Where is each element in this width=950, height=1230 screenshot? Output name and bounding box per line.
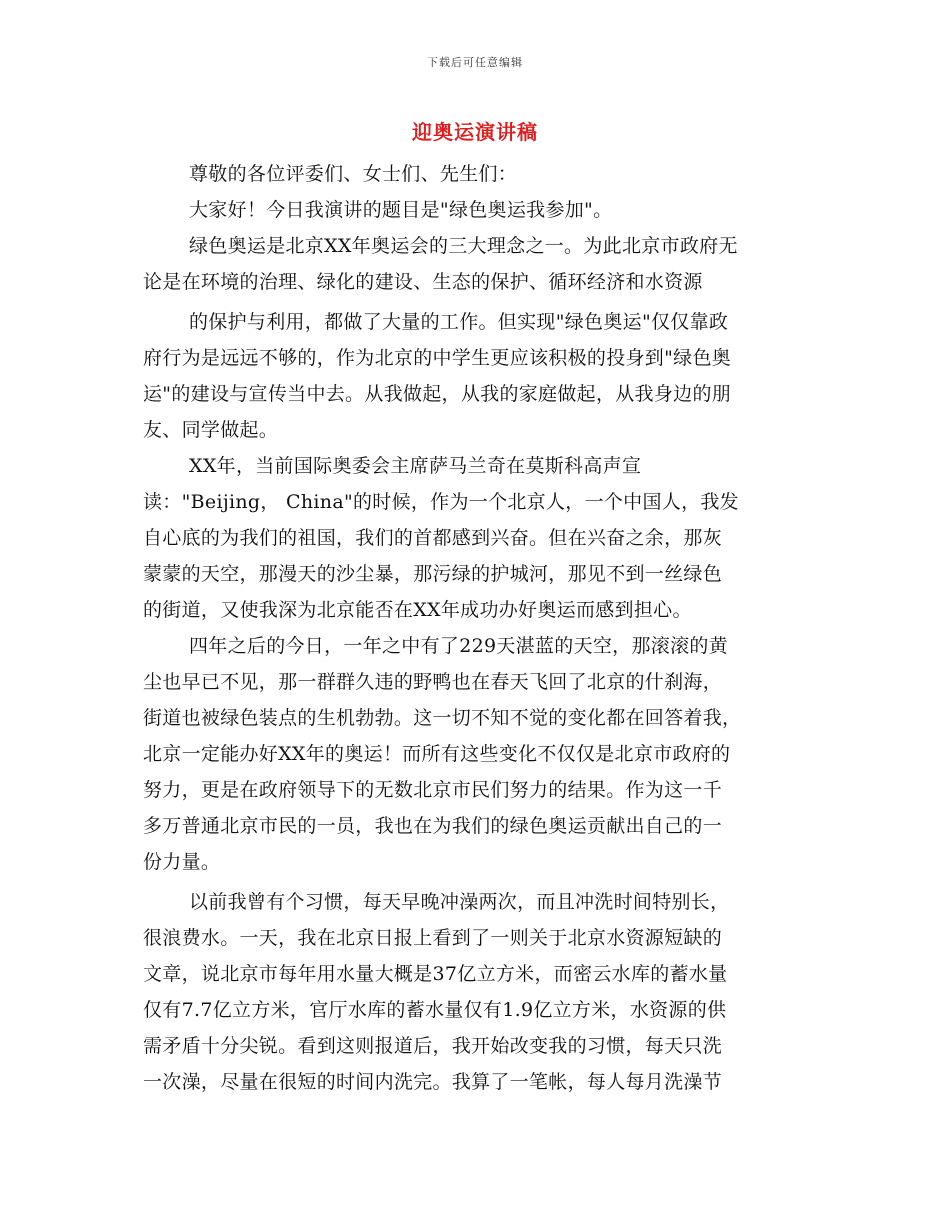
- paragraph-line: 读："Beijing， China"的时候，作为一个北京人，一个中国人，我发: [143, 491, 739, 513]
- document-title: 迎奥运演讲稿: [412, 120, 538, 144]
- paragraph-line: 大家好！今日我演讲的题目是"绿色奥运我参加"。: [189, 199, 613, 221]
- paragraph-line: 的保护与利用，都做了大量的工作。但实现"绿色奥运"仅仅靠政: [189, 311, 729, 333]
- paragraph-line: 运"的建设与宣传当中去。从我做起，从我的家庭做起，从我身边的朋: [143, 383, 732, 405]
- paragraph-line: 多万普通北京市民的一员，我也在为我们的绿色奥运贡献出自己的一: [143, 815, 723, 837]
- paragraph-line: 以前我曾有个习惯，每天早晚冲澡两次，而且冲洗时间特别长，: [189, 891, 730, 913]
- speech-body: [143, 156, 808, 1100]
- paragraph-line: 尊敬的各位评委们、女士们、先生们：: [189, 163, 518, 185]
- paragraph-line: 北京一定能办好XX年的奥运！而所有这些变化不仅仅是北京市政府的: [143, 743, 731, 765]
- paragraph-line: 尘也早已不见，那一群群久违的野鸭也在春天飞回了北京的什刹海，: [143, 671, 723, 693]
- paragraph-line: 一次澡，尽量在很短的时间内洗完。我算了一笔帐，每人每月洗澡节: [143, 1071, 723, 1093]
- paragraph-line: 自心底的为我们的祖国，我们的首都感到兴奋。但在兴奋之余，那灰: [143, 527, 723, 549]
- paragraph-line: 绿色奥运是北京XX年奥运会的三大理念之一。为此北京市政府无: [189, 235, 738, 257]
- paragraph-line: 街道也被绿色装点的生机勃勃。这一切不知不觉的变化都在回答着我，: [143, 707, 742, 729]
- paragraph-line: 的街道，又使我深为北京能否在XX年成功办好奥运而感到担心。: [143, 599, 692, 621]
- paragraph-line: 友、同学做起。: [143, 419, 279, 441]
- paragraph-line: 论是在环境的治理、绿化的建设、生态的保护、循环经济和水资源: [143, 271, 703, 293]
- paragraph-line: 文章，说北京市每年用水量大概是37亿立方米，而密云水库的蓄水量: [143, 963, 728, 985]
- paragraph-line: 仅有7.7亿立方米，官厅水库的蓄水量仅有1.9亿立方米，水资源的供: [143, 999, 727, 1021]
- paragraph-line: 需矛盾十分尖锐。看到这则报道后，我开始改变我的习惯，每天只洗: [143, 1035, 723, 1057]
- paragraph-line: 很浪费水。一天，我在北京日报上看到了一则关于北京水资源短缺的: [143, 927, 723, 949]
- paragraph-line: 四年之后的今日，一年之中有了229天湛蓝的天空，那滚滚的黄: [189, 635, 728, 657]
- paragraph-line: 份力量。: [143, 851, 221, 873]
- paragraph-line: 蒙蒙的天空，那漫天的沙尘暴，那污绿的护城河，那见不到一丝绿色: [143, 563, 723, 585]
- header-note: 下载后可任意编辑: [427, 56, 523, 69]
- paragraph-line: XX年，当前国际奥委会主席萨马兰奇在莫斯科高声宣: [189, 455, 642, 477]
- paragraph-line: 努力，更是在政府领导下的无数北京市民们努力的结果。作为这一千: [143, 779, 723, 801]
- paragraph-line: 府行为是远远不够的，作为北京的中学生更应该积极的投身到"绿色奥: [143, 347, 732, 369]
